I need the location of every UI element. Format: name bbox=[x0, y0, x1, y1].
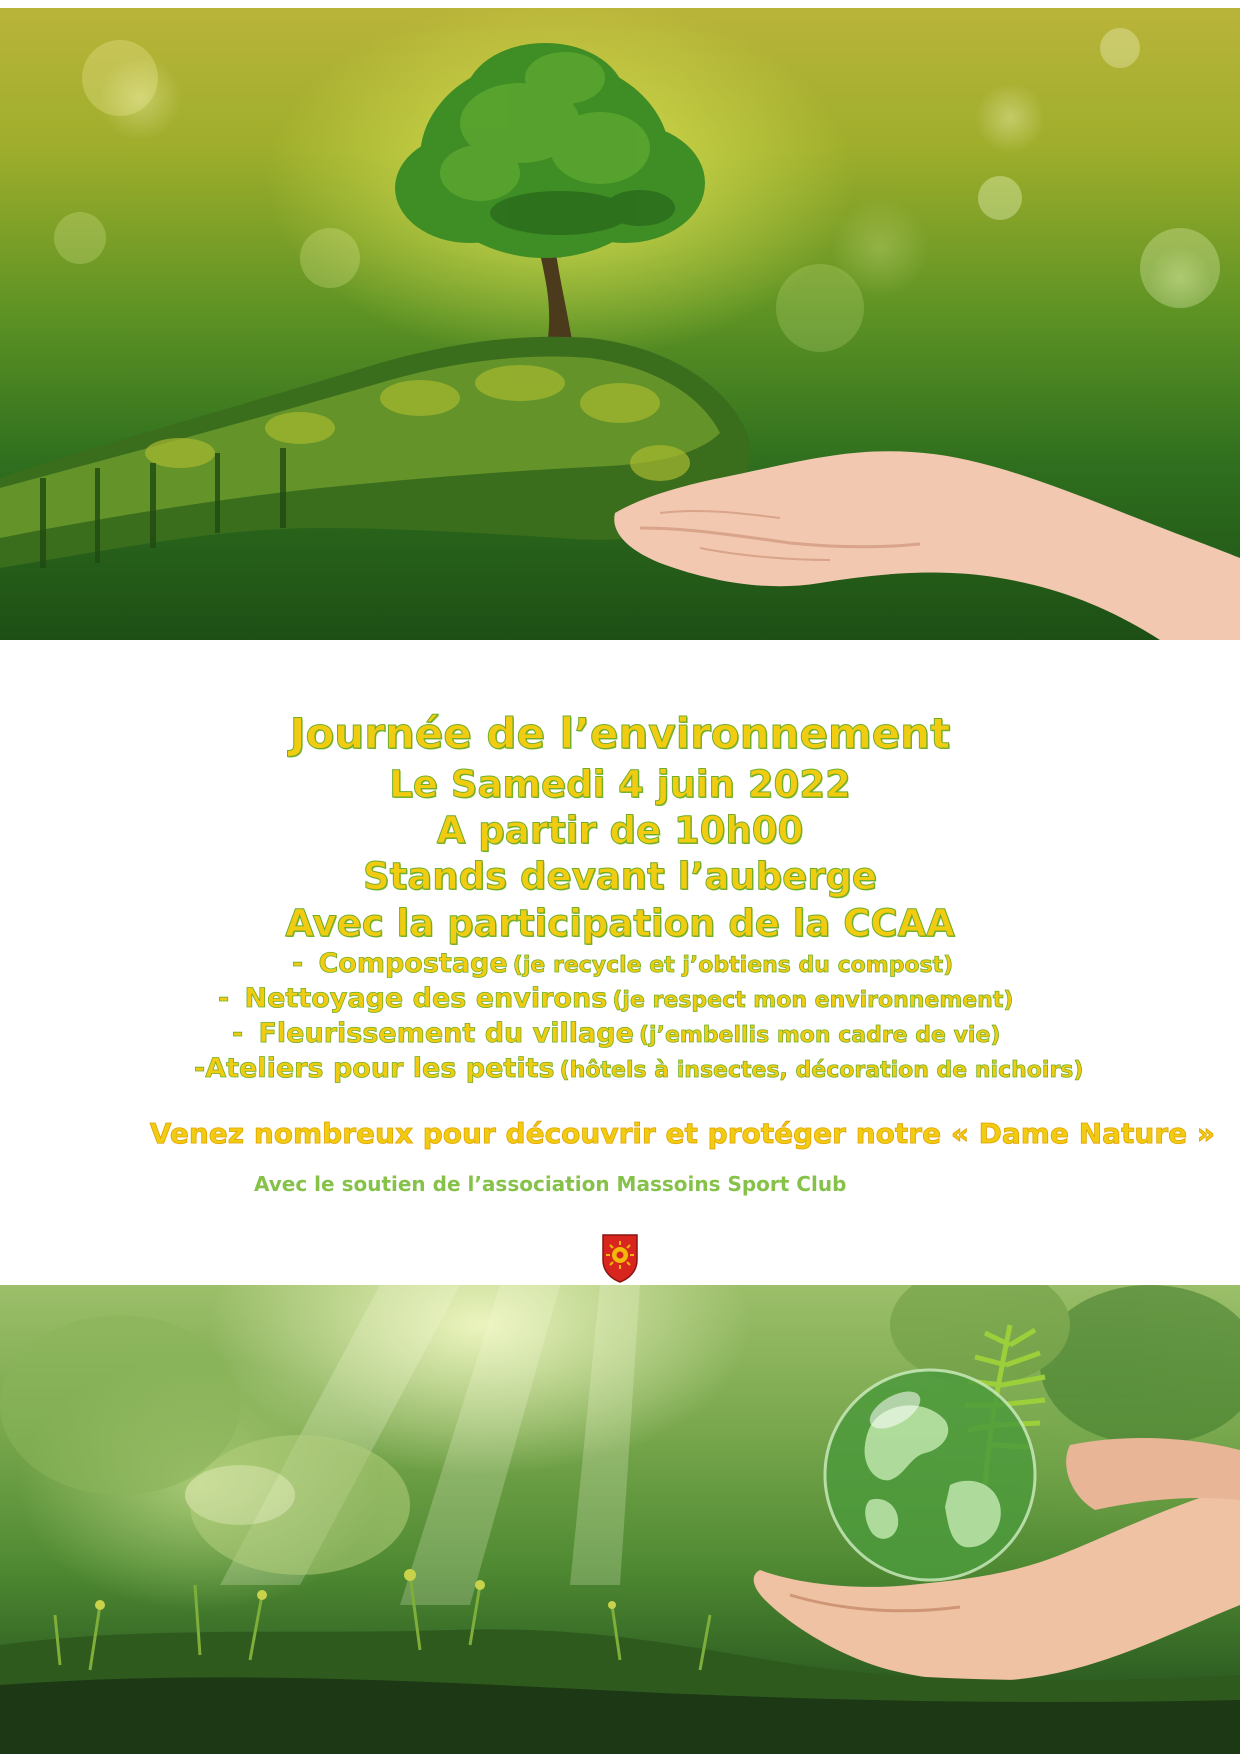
activity-name: Ateliers pour les petits bbox=[205, 1053, 555, 1084]
activity-description: (j’embellis mon cadre de vie) bbox=[638, 1023, 1001, 1048]
globe-in-hands-illustration bbox=[0, 1285, 1240, 1754]
top-photo-tree-in-hands bbox=[0, 8, 1240, 640]
activity-dash: - bbox=[218, 983, 230, 1014]
event-date: Le Samedi 4 juin 2022 bbox=[389, 763, 851, 806]
tree-in-hands-illustration bbox=[0, 8, 1240, 640]
bottom-photo-globe-in-hands bbox=[0, 1285, 1240, 1754]
activity-item-fleurissement bbox=[232, 1020, 1000, 1047]
event-title: Journée de l’environnement bbox=[289, 709, 951, 758]
activity-dash: - bbox=[232, 1018, 244, 1049]
support-credit: Avec le soutien de l’association Massoins Sport Club bbox=[254, 1172, 847, 1196]
event-participation: Avec la participation de la CCAA bbox=[285, 902, 955, 945]
activity-item-compostage bbox=[292, 950, 953, 977]
activity-description: (je respect mon environnement) bbox=[612, 988, 1014, 1013]
event-time: A partir de 10h00 bbox=[436, 809, 804, 852]
event-location: Stands devant l’auberge bbox=[362, 855, 878, 898]
activity-dash: - bbox=[194, 1053, 206, 1084]
coat-of-arms-icon bbox=[600, 1232, 640, 1284]
activity-name: Nettoyage des environs bbox=[244, 983, 608, 1014]
activity-name: Compostage bbox=[318, 948, 508, 979]
invitation-text: Venez nombreux pour découvrir et protéger notre « Dame Nature » bbox=[149, 1117, 1215, 1150]
activity-dash: - bbox=[292, 948, 304, 979]
activity-description: (hôtels à insectes, décoration de nichoirs) bbox=[559, 1058, 1084, 1083]
activity-name: Fleurissement du village bbox=[258, 1018, 634, 1049]
activity-description: (je recycle et j’obtiens du compost) bbox=[512, 953, 954, 978]
activity-item-ateliers bbox=[194, 1055, 1083, 1082]
activity-item-nettoyage bbox=[218, 985, 1013, 1012]
